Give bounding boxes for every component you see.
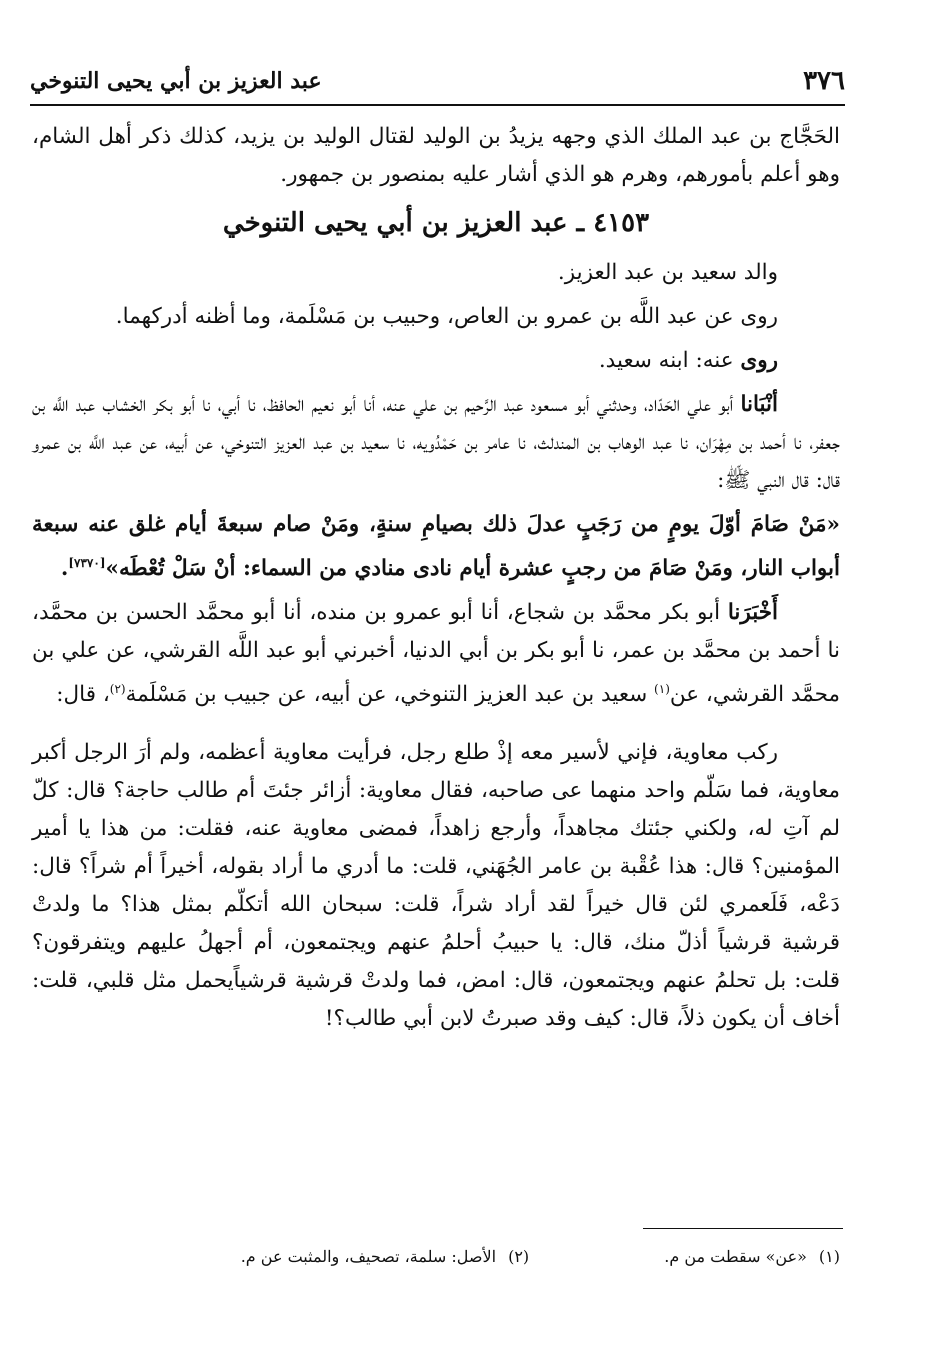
biography-title: ٤١٥٣ ـ عبد العزيز بن أبي يحيى التنوخي (222, 208, 650, 238)
hadith-text: «مَنْ صَامَ أوّلَ يومٍ من رَجَبٍ عدلَ ذلك بصيامِ سنةٍ، ومَنْ صام سبعةَ أيام غلق عنه سبعة أبواب النار، ومَنْ صَامَ من رجبٍ عشرة أيام نادى منادي من السماء: أنْ سَلْ تُعْطَه» (32, 512, 840, 582)
footnote-2 (241, 1247, 529, 1266)
narrated-lead-word: روى (740, 348, 778, 373)
hadith-paragraph: «مَنْ صَامَ أوّلَ يومٍ من رَجَبٍ عدلَ ذلك بصيامِ سنةٍ، ومَنْ صام سبعةَ أيام غلق عنه سبعة أبواب النار، ومَنْ صَامَ من رجبٍ عشرة أيام نادى منادي من السماء: أنْ سَلْ تُعْطَه»[٧٣٧٠]. (32, 512, 840, 582)
isnad1-text: أبو علي الحَدّاد، وحدثني أبو مسعود عبد الرَّحيم بن علي عنه، أنا أبو نعيم الحافظ، نا أبي، نا أبو بكر الخشاب عبد اللَّه بن جعفر، نا أحمد بن مِهْرَان، نا عبد الوهاب بن المندلث، نا عامر بن حَمْدُويه، نا سعيد بن عبد العزيز التنوخي، عن أبيه، عن عبد اللَّه بن عمرو قال: قال النبي ﷺ: (32, 392, 840, 493)
footnote-2-number: (٢) (508, 1247, 530, 1266)
isnad2-text-c: ، قال: (56, 682, 110, 708)
footnote-1-text: «عن» سقطت من م. (664, 1247, 807, 1266)
running-title: عبد العزيز بن أبي يحيى التنوخي (30, 68, 322, 94)
isnad1-lead-word: أنْبَانا (740, 392, 778, 417)
page-header (30, 62, 845, 102)
narrated-by-text: عنه: ابنه سعيد. (598, 348, 741, 373)
footnote-2-text: الأصل: سلمة، تصحيف، والمثبت عن م. (240, 1247, 497, 1266)
footnote-1-number: (١) (818, 1247, 840, 1266)
biography-paragraph-3 (32, 342, 840, 380)
isnad2-text-a: أبو بكر محمَّد بن شجاع، أنا أبو عمرو بن منده، أنا أبو محمَّد الحسن بن محمَّد، نا أحمد بن محمَّد بن عمر، نا أبو بكر بن أبي الدنيا، أخبرني أبو عبد اللَّه القرشي، عن علي بن محمَّد القرشي، عن (32, 600, 840, 708)
main-text (32, 118, 840, 1044)
paragraph-gap (32, 720, 840, 734)
footnotes (80, 1244, 840, 1270)
isnad2-lead-word: أَخْبَرَنا (727, 600, 778, 626)
intro-paragraph: الحَجَّاج بن عبد الملك الذي وجهه يزيدُ بن الوليد لقتال الوليد بن يزيد، كذلك ذكر أهل الشام، وهو أعلم بأمورهم، وهرم هو الذي أشار عليه بمنصور بن جمهور. (32, 124, 840, 187)
footnote-1 (664, 1244, 840, 1270)
footnote-divider (643, 1228, 843, 1229)
footnote-marker-2: (٢) (109, 682, 126, 697)
footnote-marker-1: (١) (654, 682, 670, 697)
biography-paragraph-1: والد سعيد بن عبد العزيز. (557, 260, 778, 285)
hadith-reference: [٧٣٧٠] (68, 556, 106, 570)
isnad-paragraph-1 (32, 386, 840, 500)
header-divider (30, 104, 845, 106)
isnad-paragraph-2 (32, 594, 840, 714)
story-paragraph: ركب معاوية، فإني لأسير معه إذْ طلع رجل، فرأيت معاوية أعظمه، ولم أرَ الرجل أكبر معاوية، فما سَلّم واحد منهما عى صاحبه، فقال معاوية: أزائر جئتَ أم طالب حاجة؟ قال: كلّ لم آتِ له، ولكني جئتك مجاهداً، وأرجع زاهداً، فمضى معاوية عنه، فقلت: من هذا يا أمير المؤمنين؟ قال: هذا عُقْبة بن عامر الجُهَني، قلت: ما أدري ما أراد بقوله، أخيراً أم شراً؟ قال: دَعْه، فَلَعمري لئن قال خيراً لقد أراد شراً، قلت: سبحان الله أتكلّم بمثل هذا؟ ما ولدتْ قرشية قرشياً أذلّ منك، قال: يا حبيبُ أحلمُ عنهم ويجتمعون، أم أجهلُ عليهم ويتفرقون؟ قلت: بل تحلمُ عنهم ويجتمعون، قال: امض، فما ولدتْ قرشية قرشياًيحمل مثل قلبي، قلت: أخاف أن يكون ذلاً، قال: كيف وقد صبرتُ لابن أبي طالب؟! (32, 740, 840, 1032)
isnad2-text-b: سعيد بن عبد العزيز التنوخي، عن أبيه، عن جبيب بن مَسْلَمة (125, 682, 655, 708)
biography-paragraph-2: روى عن عبد اللَّه بن عمرو بن العاص، وحبيب بن مَسْلَمة، وما أظنه أدركهما. (115, 304, 778, 329)
page-number: ٣٧٦ (803, 66, 845, 96)
